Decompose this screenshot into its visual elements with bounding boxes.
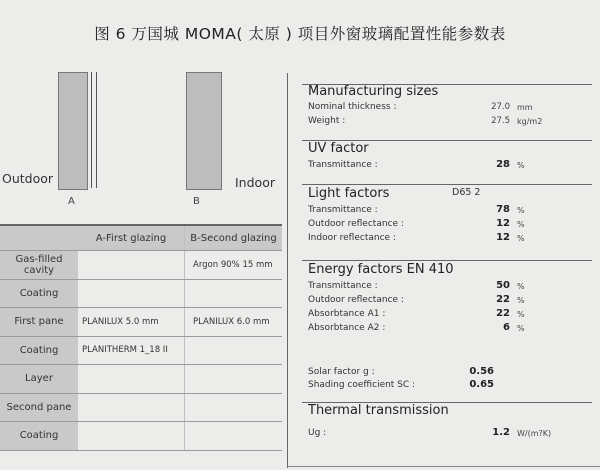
energy-transmittance-label: Transmittance : xyxy=(308,281,378,291)
row-cell-a xyxy=(78,422,185,451)
row-label: Second pane xyxy=(0,393,78,422)
energy-a2-value: 6 xyxy=(503,322,510,333)
energy-a1-label: Absorbtance A1 : xyxy=(308,309,386,319)
energy-unit-2: % xyxy=(517,296,525,305)
section-title: Thermal transmission xyxy=(308,403,449,418)
energy-unit-4: % xyxy=(517,324,525,333)
energy-a1-value: 22 xyxy=(496,308,510,319)
ug-value: 1.2 xyxy=(492,427,510,438)
thickness-label: Nominal thickness : xyxy=(308,102,397,112)
row-cell-a: PLANITHERM 1_18 II xyxy=(78,336,185,365)
uv-section xyxy=(302,140,592,181)
thickness-unit: mm xyxy=(517,103,533,112)
table-header-row xyxy=(0,225,282,251)
light-standard: D65 2 xyxy=(452,187,481,198)
table-row xyxy=(0,279,282,308)
energy-outdoor-label: Outdoor reflectance : xyxy=(308,295,404,305)
table-row xyxy=(0,251,282,280)
thermal-section xyxy=(302,402,592,463)
energy-a2-label: Absorbtance A2 : xyxy=(308,323,386,333)
weight-value: 27.5 xyxy=(491,116,510,126)
table-row xyxy=(0,365,282,394)
light-transmittance-value: 78 xyxy=(496,204,510,215)
row-cell-a xyxy=(78,251,185,280)
row-cell-b xyxy=(185,279,283,308)
light-indoor-label: Indoor reflectance : xyxy=(308,233,396,243)
row-cell-b: Argon 90% 15 mm xyxy=(185,251,283,280)
light-indoor-value: 12 xyxy=(496,232,510,243)
uv-transmittance-value: 28 xyxy=(496,159,510,170)
ug-unit: W/(m?K) xyxy=(517,429,552,438)
row-cell-a: PLANILUX 5.0 mm xyxy=(78,308,185,337)
light-transmittance-label: Transmittance : xyxy=(308,205,378,215)
light-unit-1: % xyxy=(517,206,525,215)
energy-unit-3: % xyxy=(517,310,525,319)
row-cell-a xyxy=(78,365,185,394)
bottom-rule xyxy=(288,466,600,467)
row-cell-b xyxy=(185,336,283,365)
row-label: Coating xyxy=(0,279,78,308)
light-unit-2: % xyxy=(517,220,525,229)
row-cell-b: PLANILUX 6.0 mm xyxy=(185,308,283,337)
row-label: Coating xyxy=(0,422,78,451)
page-title: 图 6 万国城 MOMA( 太原 ) 项目外窗玻璃配置性能参数表 xyxy=(94,25,506,43)
solar-factor-value: 0.56 xyxy=(469,366,494,377)
section-title: UV factor xyxy=(308,141,369,156)
light-unit-3: % xyxy=(517,234,525,243)
section-title: Energy factors EN 410 xyxy=(308,262,454,277)
table-row xyxy=(0,422,282,451)
weight-unit: kg/m2 xyxy=(517,117,543,126)
table-row xyxy=(0,393,282,422)
pane-b xyxy=(186,72,222,190)
row-cell-a xyxy=(78,279,185,308)
section-title: Manufacturing sizes xyxy=(308,84,439,99)
header-blank xyxy=(0,225,78,251)
thickness-value: 27.0 xyxy=(491,102,510,112)
pane-a-edge-2 xyxy=(96,72,97,188)
row-label: Gas-filled cavity xyxy=(0,251,78,280)
row-cell-b xyxy=(185,393,283,422)
ug-label: Ug : xyxy=(308,428,327,438)
row-cell-b xyxy=(185,365,283,394)
uv-unit: % xyxy=(517,161,525,170)
energy-transmittance-value: 50 xyxy=(496,280,510,291)
section-title: Light factors xyxy=(308,186,390,201)
row-label: First pane xyxy=(0,308,78,337)
shading-coefficient-value: 0.65 xyxy=(469,379,494,390)
vertical-divider xyxy=(287,73,288,468)
energy-unit-1: % xyxy=(517,282,525,291)
label-a: A xyxy=(68,196,75,207)
shading-coefficient-label: Shading coefficient SC : xyxy=(308,380,416,390)
indoor-label: Indoor xyxy=(235,175,275,190)
light-outdoor-label: Outdoor reflectance : xyxy=(308,219,404,229)
pane-a-edge xyxy=(91,72,92,188)
table-row xyxy=(0,336,282,365)
light-section xyxy=(302,184,592,255)
outdoor-label: Outdoor xyxy=(2,171,54,186)
row-label: Coating xyxy=(0,336,78,365)
row-label: Layer xyxy=(0,365,78,394)
energy-section xyxy=(302,260,592,396)
row-cell-b xyxy=(185,422,283,451)
uv-transmittance-label: Transmittance : xyxy=(308,160,378,170)
header-col-b: B-Second glazing xyxy=(185,225,283,251)
light-outdoor-value: 12 xyxy=(496,218,510,229)
solar-factor-label: Solar factor g : xyxy=(308,367,375,377)
row-cell-a xyxy=(78,393,185,422)
pane-a xyxy=(58,72,88,190)
header-col-a: A-First glazing xyxy=(78,225,185,251)
label-b: B xyxy=(193,196,200,207)
energy-outdoor-value: 22 xyxy=(496,294,510,305)
weight-label: Weight : xyxy=(308,116,346,126)
manufacturing-section xyxy=(302,84,592,135)
glazing-config-table xyxy=(0,224,282,451)
table-row xyxy=(0,308,282,337)
